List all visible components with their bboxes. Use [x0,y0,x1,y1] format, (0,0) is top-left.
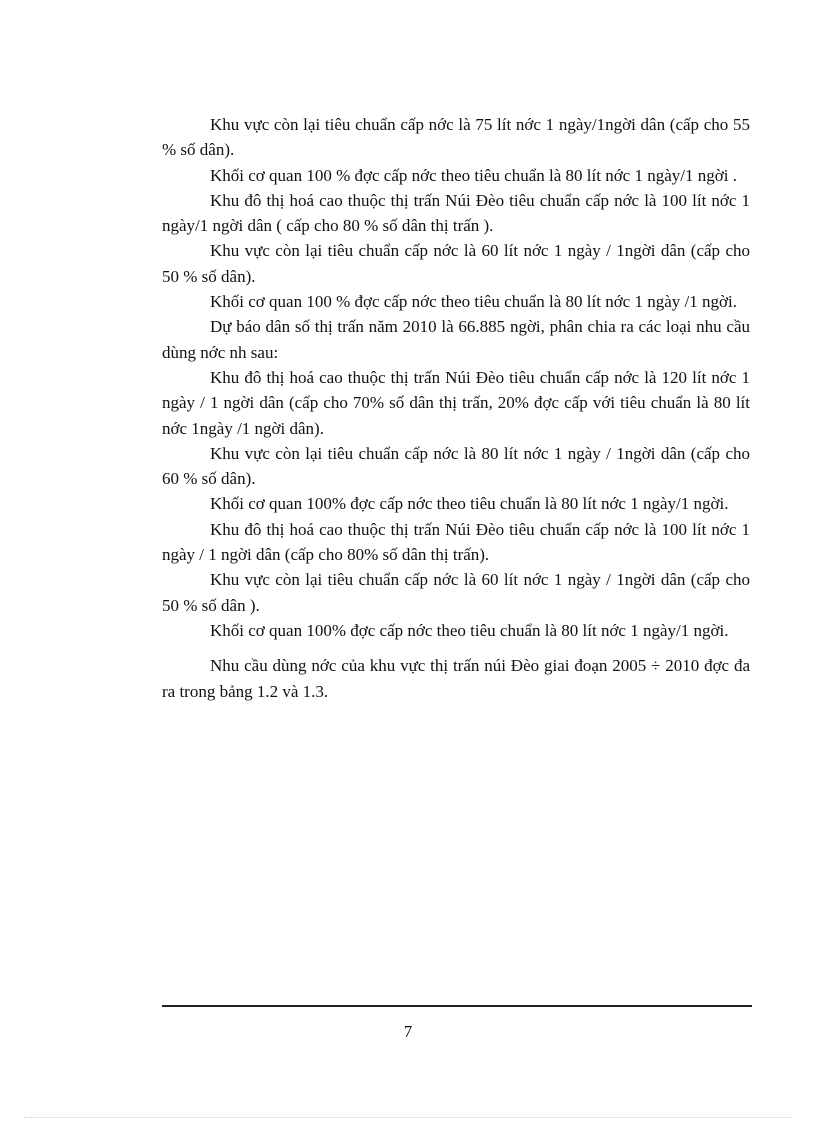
paragraph: Nhu cầu dùng nớc của khu vực thị trấn núi Đèo giai đoạn 2005 ÷ 2010 đợc đa ra trong bảng 1.2 và 1.3. [162,656,750,701]
paragraph: Khối cơ quan 100% đợc cấp nớc theo tiêu chuẩn là 80 lít nớc 1 ngày/1 ngời. [210,494,729,514]
body-text [162,112,750,704]
paragraph: Khu vực còn lại tiêu chuẩn cấp nớc là 80 lít nớc 1 ngày / 1ngời dân (cấp cho 60 % số dân). [162,443,750,489]
paragraph: Dự báo dân số thị trấn năm 2010 là 66.885 ngời, phân chia ra các loại nhu cầu dùng nớc nh sau: [162,317,750,362]
paragraph: Khu vực còn lại tiêu chuẩn cấp nớc là 60 lít nớc 1 ngày / 1ngời dân (cấp cho 50 % số dân). [162,241,750,286]
paragraph: Khối cơ quan 100% đợc cấp nớc theo tiêu chuẩn là 80 lít nớc 1 ngày/1 ngời. [210,620,729,640]
page-edge-divider [24,1117,792,1118]
footer-divider [162,1005,752,1007]
paragraph: Khối cơ quan 100 % đợc cấp nớc theo tiêu chuẩn là 80 lít nớc 1 ngày/1 ngời . [210,165,737,185]
paragraph: Khu vực còn lại tiêu chuẩn cấp nớc là 60 lít nớc 1 ngày / 1ngời dân (cấp cho 50 % số dân ). [162,570,750,615]
paragraph: Khối cơ quan 100 % đợc cấp nớc theo tiêu chuẩn là 80 lít nớc 1 ngày /1 ngời. [210,292,737,312]
paragraph: Khu đô thị hoá cao thuộc thị trấn Núi Đèo tiêu chuẩn cấp nớc là 120 lít nớc 1 ngày / 1 ngời dân (cấp cho 70% số dân thị trấn, 20% đợc cấp với tiêu chuẩn là 80 lít nớc 1ngày /1 ngời dân). [162,367,750,438]
paragraph: Khu vực còn lại tiêu chuẩn cấp nớc là 75 lít nớc 1 ngày/1ngời dân (cấp cho 55 % số dân). [162,115,750,160]
page-number: 7 [403,1022,413,1041]
paragraph: Khu đô thị hoá cao thuộc thị trấn Núi Đèo tiêu chuẩn cấp nớc là 100 lít nớc 1 ngày / 1 ngời dân (cấp cho 80% số dân thị trấn). [162,519,750,565]
paragraph: Khu đô thị hoá cao thuộc thị trấn Núi Đèo tiêu chuẩn cấp nớc là 100 lít nớc 1 ngày/1 ngời dân ( cấp cho 80 % số dân thị trấn ). [162,190,750,236]
